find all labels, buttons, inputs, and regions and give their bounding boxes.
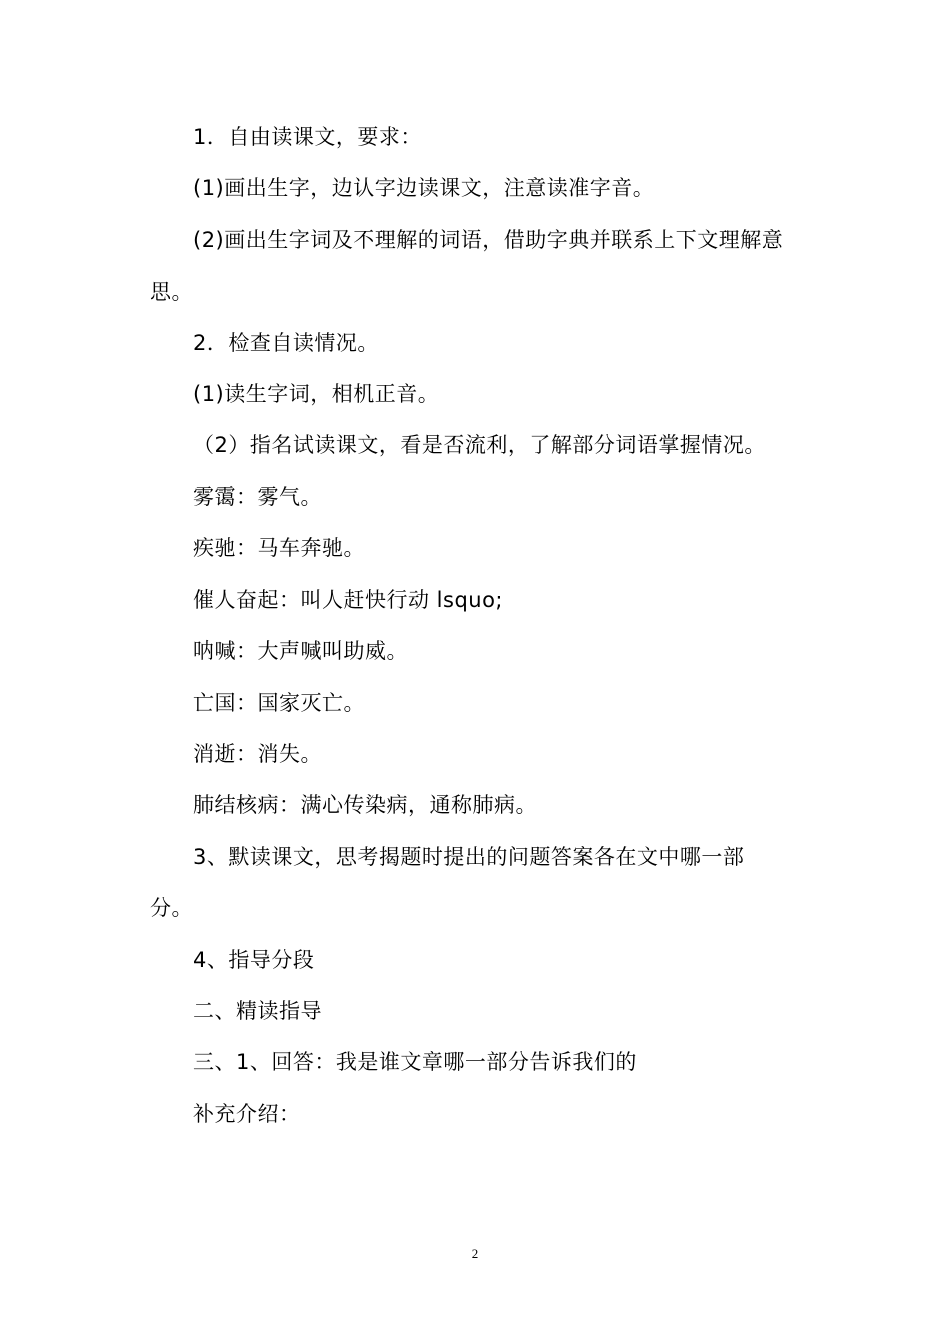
paragraph-line: (1)读生字词，相机正音。 [193,382,440,406]
paragraph-line: 消逝：消失。 [193,742,322,766]
paragraph-line: 补充介绍： [193,1102,301,1126]
paragraph-line: 肺结核病：满心传染病，通称肺病。 [193,793,537,817]
page-number: 2 [471,1246,479,1261]
paragraph-line: 三、1、回答：我是谁文章哪一部分告诉我们的 [193,1050,637,1074]
paragraph-line: 1．自由读课文，要求： [193,125,422,149]
paragraph-line: （2）指名试读课文，看是否流利，了解部分词语掌握情况。 [193,433,766,457]
paragraph-line: 催人奋起：叫人赶快行动 lsquo; [193,588,504,612]
paragraph-line: 二、精读指导 [193,999,322,1023]
paragraph-line: 4、指导分段 [193,948,315,972]
paragraph-line: 3、默读课文，思考揭题时提出的问题答案各在文中哪一部 [193,845,745,869]
paragraph-line: 疾驰：马车奔驰。 [193,536,365,560]
paragraph-line: (1)画出生字，边认字边读课文，注意读准字音。 [193,176,655,200]
paragraph-line: 雾霭：雾气。 [193,485,322,509]
paragraph-line: 呐喊：大声喊叫助威。 [193,639,408,663]
paragraph-line: 思。 [150,280,193,304]
paragraph-line: 亡国：国家灭亡。 [193,691,365,715]
paragraph-line: 2．检查自读情况。 [193,331,379,355]
paragraph-line: (2)画出生字词及不理解的词语，借助字典并联系上下文理解意 [193,228,784,252]
paragraph-line: 分。 [150,896,193,920]
